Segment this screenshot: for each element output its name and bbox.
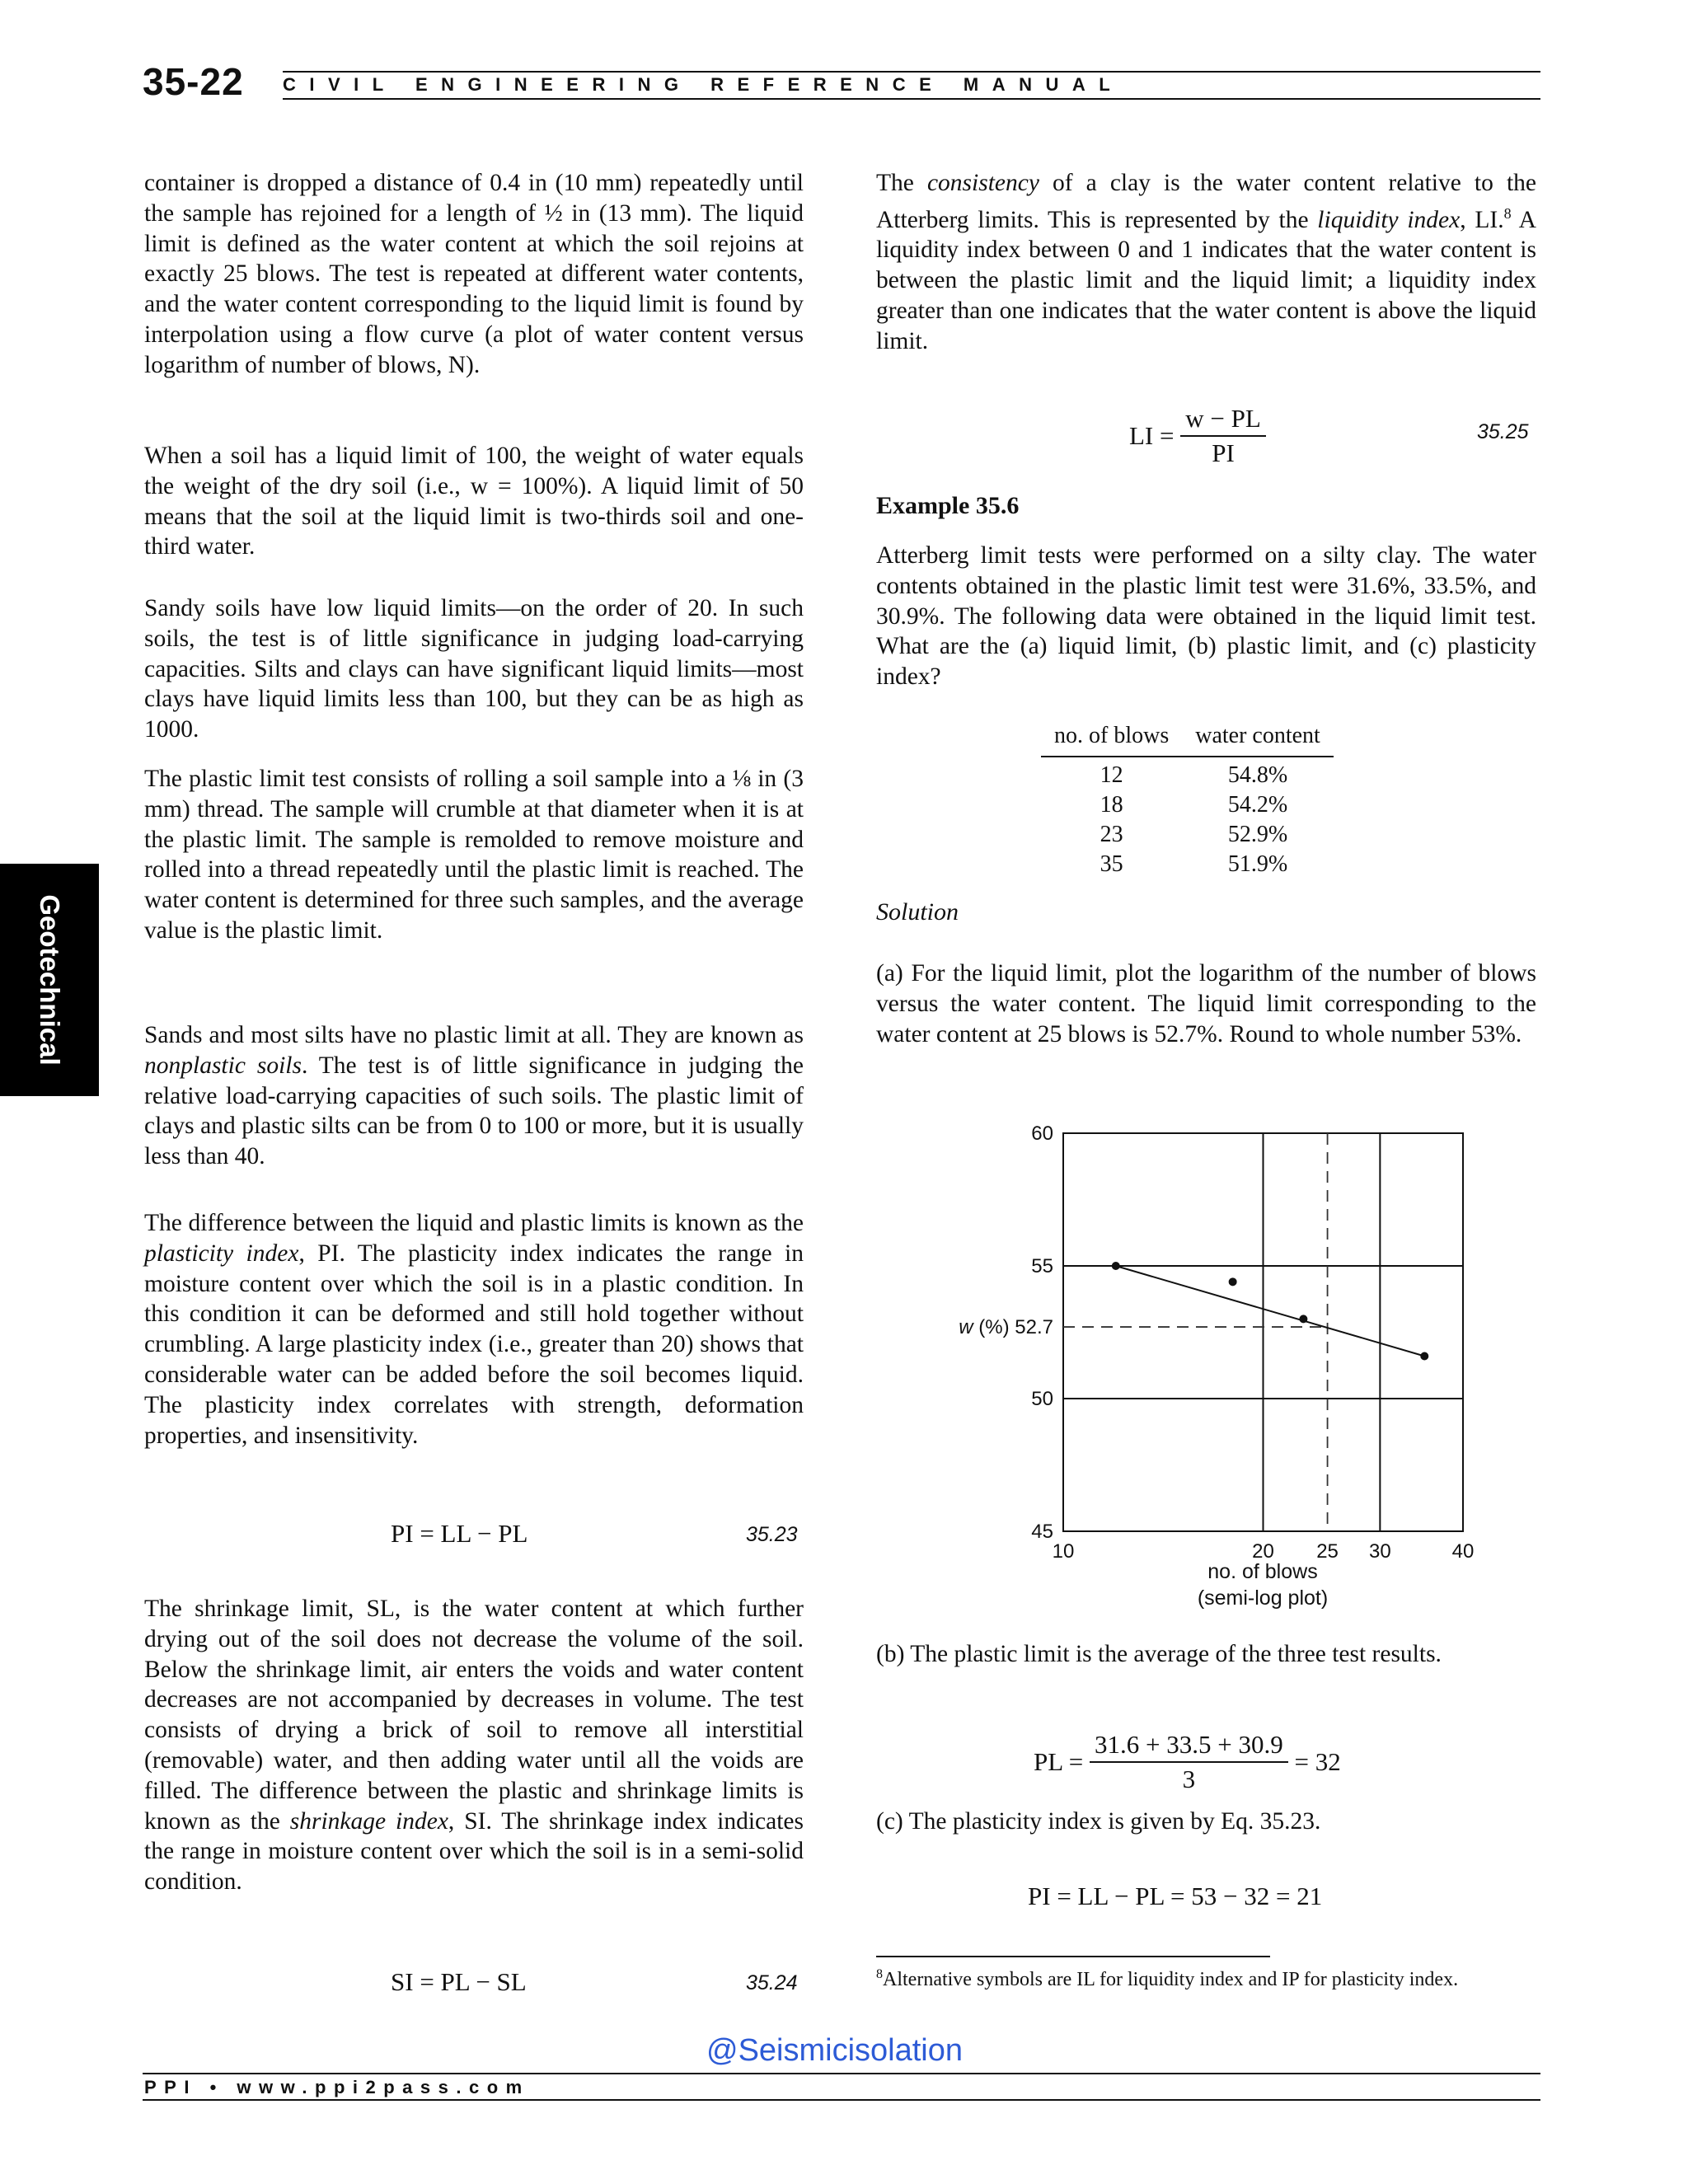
chart-y-tick-label: 50 <box>1031 1388 1053 1410</box>
table-row <box>1041 820 1334 850</box>
liquid-limit-table <box>1041 721 1334 879</box>
watermark: @Seismicisolation <box>706 2033 964 2068</box>
chart-point <box>1299 1315 1307 1323</box>
chart-y-tick-label: 60 <box>1031 1122 1053 1145</box>
equation-pi: PI = LL − PL <box>391 1519 528 1548</box>
equation-li-fraction <box>1180 402 1266 470</box>
equation-number-35-25: 35.25 <box>1477 420 1529 443</box>
example-heading: Example 35.6 <box>876 492 1020 519</box>
table-row <box>1041 757 1334 790</box>
table-cell: 35 <box>1100 851 1123 877</box>
example-statement: Atterberg limit tests were performed on a silty clay. The water contents obtained in the plastic limit test were 31.6%, 33.5%, and 30.9%. The following data were obtained in the liquid limit test. What are the (a) liquid limit, (b) plastic limit, and (c) plasticity index? <box>876 542 1536 691</box>
equation-li <box>1129 402 1266 470</box>
text-run: . The test is of little significance in judging the relative load-carrying capacities of such soils. The plastic limit of clays and plastic silts can be from 0 to 100 or more, but it is usually less than 40. <box>144 1052 804 1170</box>
chart-y-axis-label <box>959 1316 1053 1338</box>
term-nonplastic-soils: nonplastic soils <box>144 1052 302 1079</box>
table-cell: 54.8% <box>1227 762 1288 788</box>
column-header-water-content: water content <box>1182 721 1334 757</box>
table-cell: 54.2% <box>1227 792 1288 818</box>
solution-part-c: (c) The plasticity index is given by Eq. 35.23. <box>876 1808 1321 1835</box>
equation-number-35-24: 35.24 <box>746 1971 798 1994</box>
table-cell: 18 <box>1100 792 1123 818</box>
chart-x-axis-sublabel: (semi-log plot) <box>1197 1586 1329 1610</box>
equation-si: SI = PL − SL <box>391 1967 527 1996</box>
table-cell: 23 <box>1100 822 1123 847</box>
footnote-text: Alternative symbols are IL for liquidity index and IP for plasticity index. <box>883 1969 1459 1990</box>
equation-pl-numerator: 31.6 + 33.5 + 30.9 <box>1090 1728 1288 1763</box>
chart-x-tick-label: 25 <box>1316 1540 1339 1563</box>
term-shrinkage-index: shrinkage index <box>289 1807 448 1835</box>
chart-series-line <box>1116 1266 1424 1356</box>
paragraph-nonplastic-soils <box>144 1020 804 1172</box>
text-run: , PI. The plasticity index indicates the range in moisture content over which the soil is in a plastic condition. In this condition it can be deformed and still hold together without crumbling. A large plasticity index (i.e., greater than 20) shows that considerable water can be added before the soil becomes liquid. The plasticity index correlates with strength, deformation properties, and insensitivity. <box>144 1240 804 1449</box>
table-cell: 12 <box>1100 762 1123 788</box>
footnote-rule <box>876 1956 1270 1957</box>
equation-pl-lhs: PL = <box>1034 1747 1084 1776</box>
text-run: , SI. The shrinkage index indicates the range in moisture content over which the soil is in a semi-solid condition. <box>144 1807 804 1896</box>
paragraph-sandy-soils: Sandy soils have low liquid limits—on the order of 20. In such soils, the test is of little significance in judging load-carrying capacities. Silts and clays can have significant liquid limits—most clays have liquid limits less than 100, but they can be as high as 1000. <box>144 595 804 743</box>
header-rule-bottom <box>283 98 1540 100</box>
chart-y-tick-label: 55 <box>1031 1255 1053 1277</box>
term-consistency: consistency <box>926 170 1039 196</box>
chart-point <box>1112 1262 1120 1270</box>
footnote-mark: 8 <box>876 1967 883 1981</box>
chart-point <box>1420 1352 1428 1360</box>
table-cell: 52.9% <box>1227 822 1288 847</box>
text-run: , LI. <box>1460 206 1504 233</box>
text-run: of a clay is the water content relative to the Atterberg limits. This is represented by the <box>876 170 1536 233</box>
paragraph-plastic-limit-test: The plastic limit test consists of rolling a soil sample into a ⅛ in (3 mm) thread. The sample will crumble at that diameter when it is at the plastic limit. The sample is remolded to remove moisture and rolled into a thread repeatedly until the plastic limit is reached. The water content is determined for three such samples, and the average value is the plastic limit. <box>144 766 804 944</box>
equation-pl-fraction <box>1090 1728 1288 1796</box>
chart-x-axis-label: no. of blows <box>1207 1560 1318 1583</box>
column-header-blows: no. of blows <box>1041 721 1182 757</box>
paragraph-liquid-limit: container is dropped a distance of 0.4 in (10 mm) repeatedly until the sample has rejoined for a length of ½ in (13 mm). The liquid limit is defined as the water content at which the soil rejoins at exactly 25 blows. The test is repeated at different water contents, and the water content corresponding to the liquid limit is found by interpolation using a flow curve (a plot of water content versus logarithm of number of blows, N). <box>144 170 804 378</box>
footnote <box>876 1962 1536 1992</box>
footer-publisher: PPI • www.ppi2pass.com <box>144 2077 530 2097</box>
footer-rule-bottom <box>143 2099 1540 2101</box>
solution-heading: Solution <box>876 898 959 926</box>
equation-pl-denominator: 3 <box>1182 1765 1196 1793</box>
equation-pl-rhs: = 32 <box>1294 1747 1341 1776</box>
text-run: The difference between the liquid and plastic limits is known as the <box>144 1210 804 1236</box>
solution-part-b: (b) The plastic limit is the average of the three test results. <box>876 1641 1442 1667</box>
footer-rule-top <box>143 2073 1540 2074</box>
table-header-row <box>1041 721 1334 757</box>
equation-li-denominator: PI <box>1212 438 1235 467</box>
manual-title: CIVIL ENGINEERING REFERENCE MANUAL <box>283 74 1124 95</box>
chart-x-tick-label: 40 <box>1451 1540 1475 1563</box>
paragraph-consistency <box>876 168 1536 357</box>
chart-ticks <box>959 1122 1474 1563</box>
chart-point <box>1229 1277 1237 1286</box>
equation-pl <box>1034 1728 1341 1796</box>
table-row <box>1041 790 1334 820</box>
term-plasticity-index: plasticity index <box>144 1240 299 1267</box>
term-liquidity-index: liquidity index <box>1317 206 1461 233</box>
chart-y-axis-value: (%) 52.7 <box>973 1316 1053 1339</box>
text-run: Sands and most silts have no plastic limit at all. They are known as <box>144 1022 804 1048</box>
equation-li-lhs: LI = <box>1129 421 1175 450</box>
chart-x-tick-label: 10 <box>1052 1540 1075 1563</box>
header-rule-top <box>283 71 1540 73</box>
table-cell: 51.9% <box>1227 851 1288 877</box>
paragraph-shrinkage-limit <box>144 1594 804 1897</box>
text-run: The shrinkage limit, SL, is the water content at which further drying out of the soil does not decrease the volume of the soil. Below the shrinkage limit, air enters the voids and water content decreases are not accompanied by decreases in volume. The test consists of drying a brick of soil to remove all interstitial (removable) water, and then adding water until all the voids are filled. The difference between the plastic and shrinkage limits is known as the <box>144 1596 804 1835</box>
paragraph-liquid-limit-100: When a soil has a liquid limit of 100, the weight of water equals the weight of the dry soil (i.e., w = 100%). A liquid limit of 50 means that the soil at the liquid limit is two-thirds soil and one-third water. <box>144 443 804 560</box>
text-run: A liquidity index between 0 and 1 indicates that the water content is between the plastic limit and the liquid limit; a liquidity index greater than one indicates that the water content is above the liquid limit. <box>876 206 1536 354</box>
paragraph-plasticity-index <box>144 1208 804 1451</box>
chart-x-tick-label: 20 <box>1252 1540 1274 1563</box>
equation-number-35-23: 35.23 <box>746 1523 798 1546</box>
chart-y-tick-label: 45 <box>1031 1521 1053 1543</box>
footnote-reference: 8 <box>1503 204 1512 222</box>
chart-series <box>1112 1262 1428 1360</box>
chart-y-axis-symbol: w <box>959 1316 973 1339</box>
flow-curve-chart <box>907 1100 1484 1563</box>
solution-part-a: (a) For the liquid limit, plot the logarithm of the number of blows versus the water content. The liquid limit corresponding to the water content at 25 blows is 52.7%. Round to whole number 53%. <box>876 960 1536 1047</box>
chart-x-tick-label: 30 <box>1369 1540 1391 1563</box>
equation-pi-result: PI = LL − PL = 53 − 32 = 21 <box>1028 1882 1323 1910</box>
text-run: The <box>876 170 927 196</box>
table-row <box>1041 850 1334 879</box>
chart-grid <box>1063 1133 1463 1531</box>
equation-li-numerator: w − PL <box>1180 402 1266 437</box>
page-number: 35-22 <box>143 60 244 103</box>
side-tab-label: Geotechnical <box>35 894 65 1066</box>
